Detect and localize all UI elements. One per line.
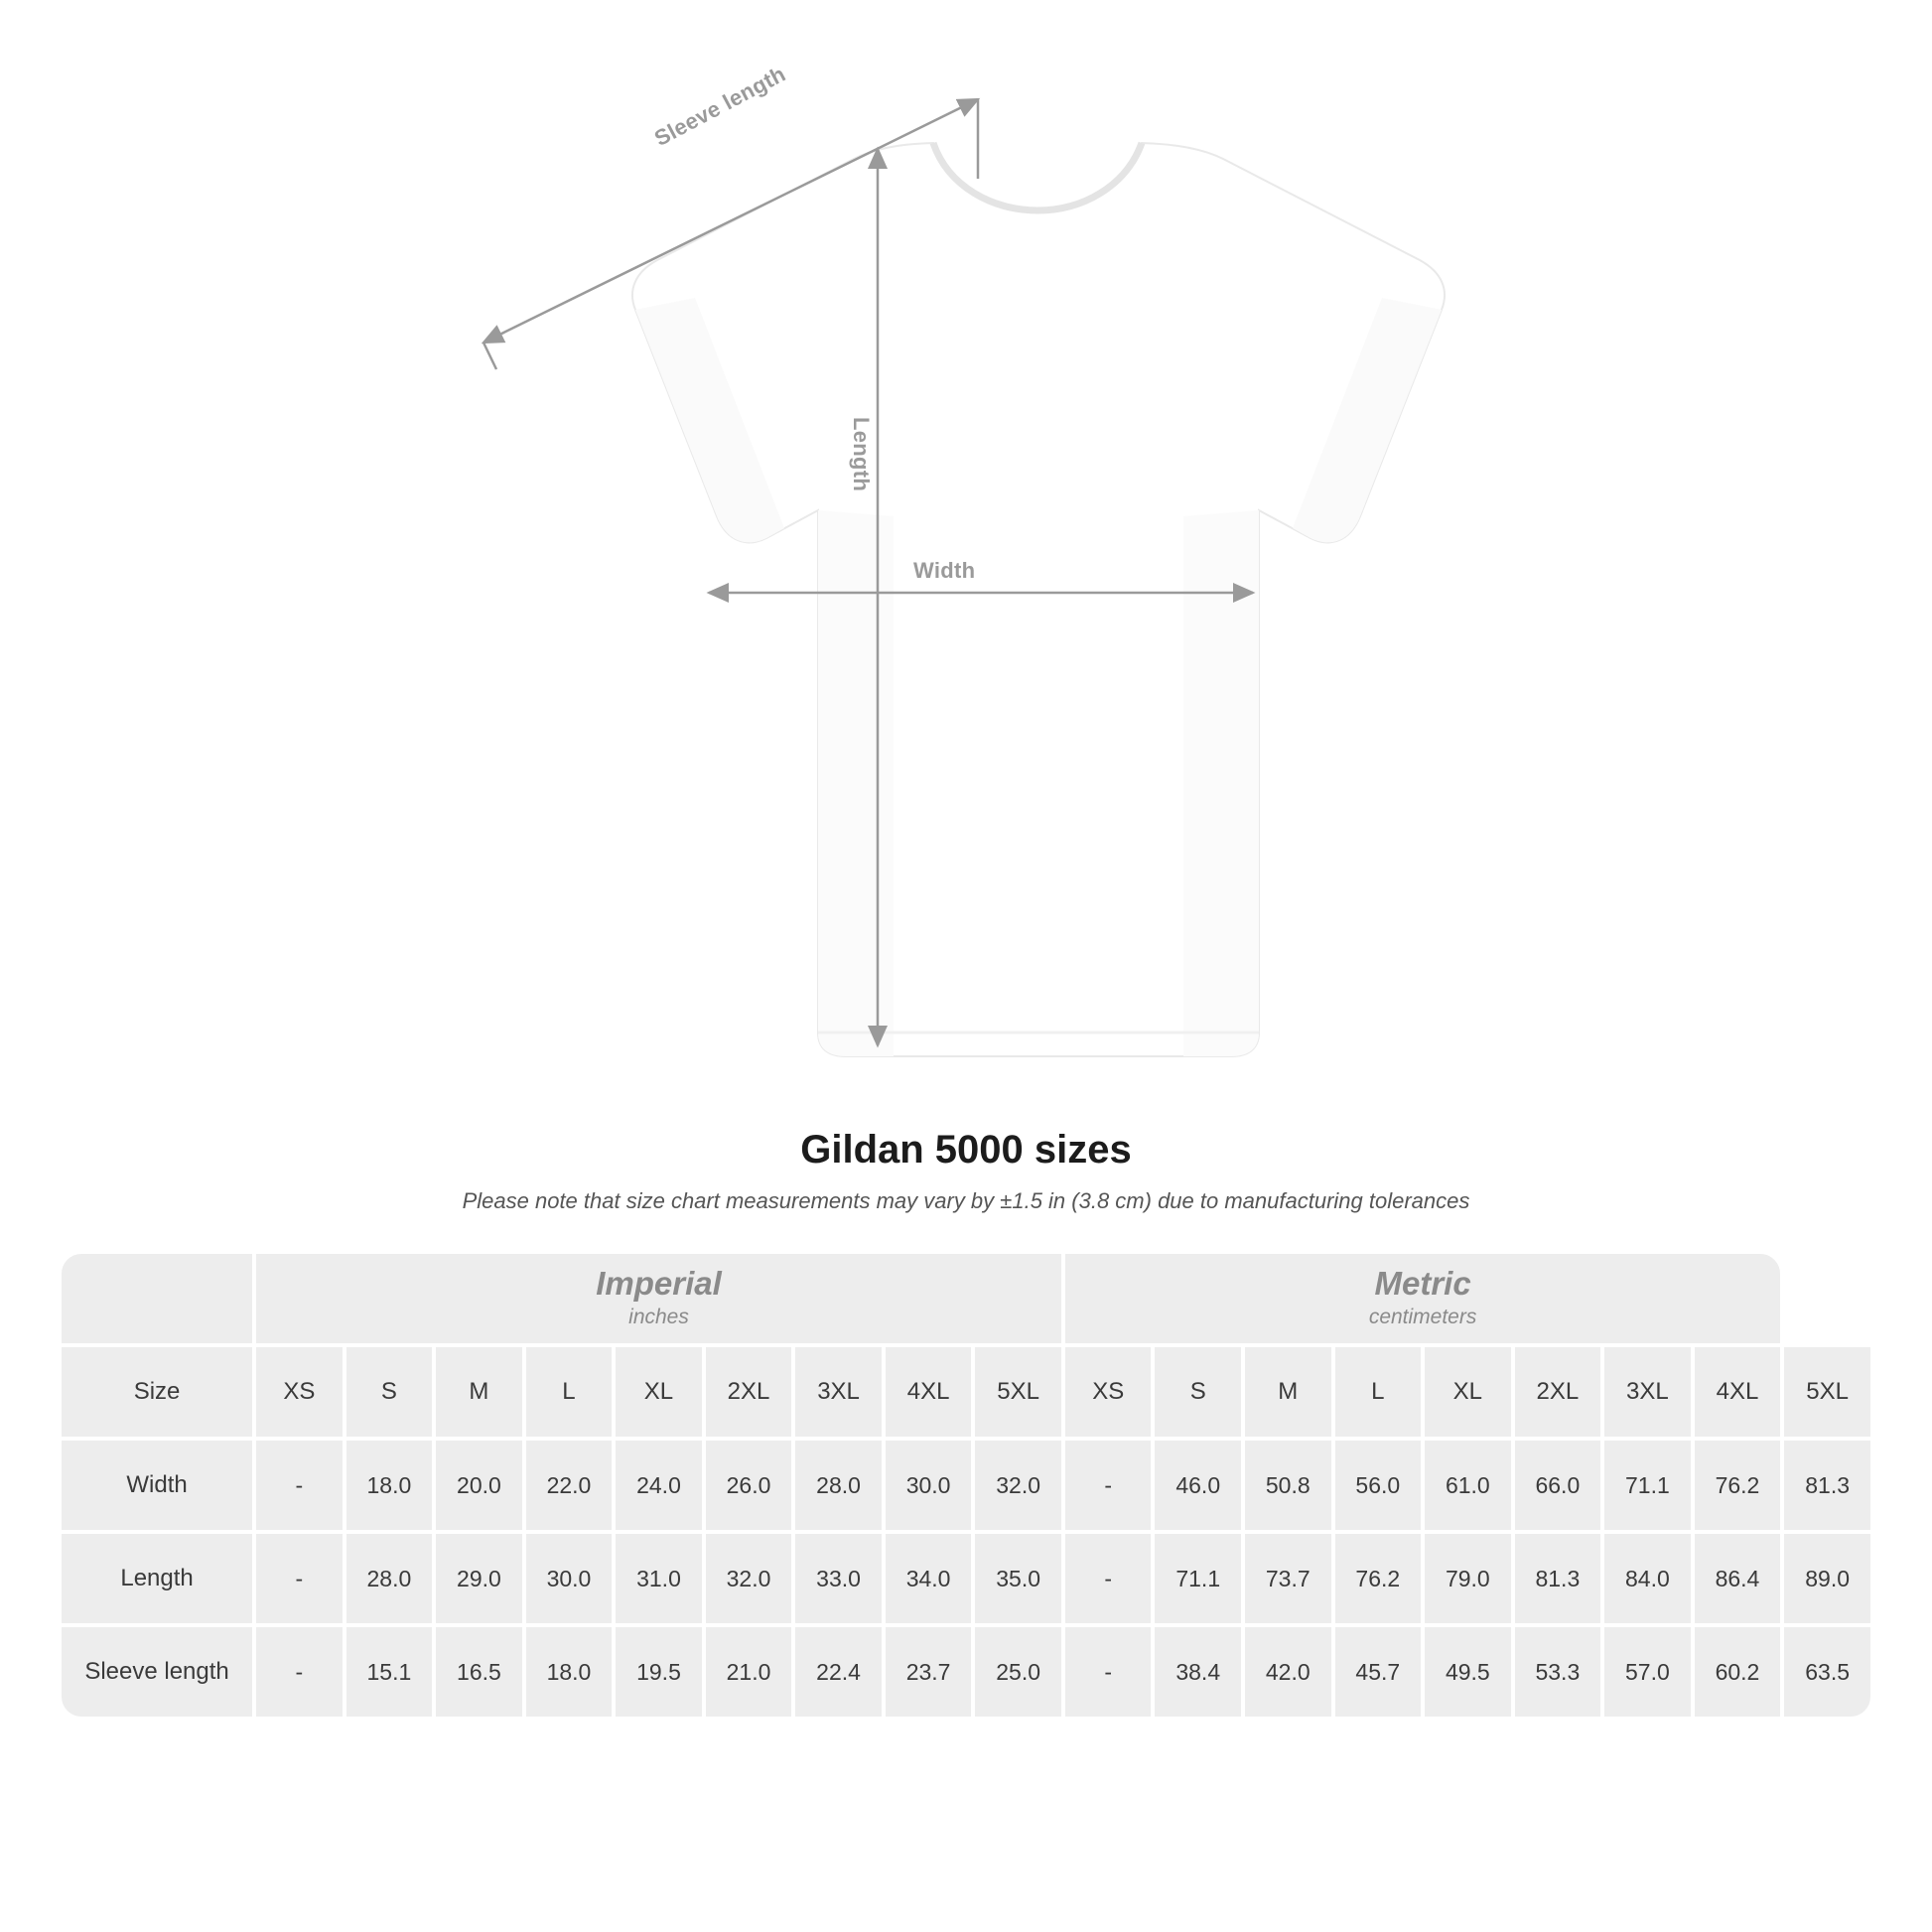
cell-length-metric-l: 76.2	[1333, 1532, 1424, 1625]
size-col-metric-xl: XL	[1423, 1345, 1513, 1439]
size-col-imperial-3xl: 3XL	[793, 1345, 884, 1439]
cell-length-metric-xs: -	[1063, 1532, 1154, 1625]
cell-length-imperial-2xl: 32.0	[704, 1532, 794, 1625]
cell-sleeve-metric-s: 38.4	[1153, 1625, 1243, 1719]
cell-length-imperial-s: 28.0	[345, 1532, 435, 1625]
cell-width-metric-xl: 61.0	[1423, 1439, 1513, 1532]
cell-width-imperial-3xl: 28.0	[793, 1439, 884, 1532]
size-col-metric-m: M	[1243, 1345, 1333, 1439]
tshirt-shape	[632, 143, 1445, 1056]
cell-length-imperial-xl: 31.0	[614, 1532, 704, 1625]
cell-length-imperial-xs: -	[254, 1532, 345, 1625]
cell-width-metric-xs: -	[1063, 1439, 1154, 1532]
unit-group-metric-sub: centimeters	[1368, 1306, 1477, 1329]
cell-sleeve-imperial-xs: -	[254, 1625, 345, 1719]
size-col-metric-s: S	[1153, 1345, 1243, 1439]
cell-length-imperial-5xl: 35.0	[973, 1532, 1063, 1625]
size-col-metric-4xl: 4XL	[1693, 1345, 1783, 1439]
table-row	[60, 1532, 1872, 1625]
size-col-imperial-2xl: 2XL	[704, 1345, 794, 1439]
unit-group-header-row	[60, 1252, 1872, 1345]
size-col-imperial-4xl: 4XL	[884, 1345, 974, 1439]
cell-sleeve-metric-m: 42.0	[1243, 1625, 1333, 1719]
cell-length-metric-2xl: 81.3	[1513, 1532, 1603, 1625]
cell-length-metric-3xl: 84.0	[1602, 1532, 1693, 1625]
page-title: Gildan 5000 sizes	[800, 1128, 1132, 1172]
cell-sleeve-metric-5xl: 63.5	[1782, 1625, 1872, 1719]
cell-length-imperial-m: 29.0	[434, 1532, 524, 1625]
size-col-imperial-m: M	[434, 1345, 524, 1439]
size-table	[60, 1252, 1872, 1719]
size-col-metric-5xl: 5XL	[1782, 1345, 1872, 1439]
cell-sleeve-imperial-m: 16.5	[434, 1625, 524, 1719]
cell-length-metric-s: 71.1	[1153, 1532, 1243, 1625]
cell-length-metric-4xl: 86.4	[1693, 1532, 1783, 1625]
size-col-imperial-xs: XS	[254, 1345, 345, 1439]
size-col-imperial-s: S	[345, 1345, 435, 1439]
size-header-label: Size	[60, 1345, 254, 1439]
cell-sleeve-metric-3xl: 57.0	[1602, 1625, 1693, 1719]
chart-heading	[0, 1128, 1932, 1214]
tolerance-note: Please note that size chart measurements may vary by ±1.5 in (3.8 cm) due to manufacturing tolerances	[462, 1188, 1470, 1213]
table-corner-cell	[60, 1252, 254, 1345]
row-label-length: Length	[60, 1532, 254, 1625]
cell-sleeve-metric-xs: -	[1063, 1625, 1154, 1719]
cell-width-metric-l: 56.0	[1333, 1439, 1424, 1532]
table-row	[60, 1439, 1872, 1532]
cell-sleeve-imperial-2xl: 21.0	[704, 1625, 794, 1719]
cell-width-imperial-xl: 24.0	[614, 1439, 704, 1532]
cell-length-imperial-l: 30.0	[524, 1532, 615, 1625]
cell-width-imperial-xs: -	[254, 1439, 345, 1532]
size-col-metric-xs: XS	[1063, 1345, 1154, 1439]
cell-width-imperial-2xl: 26.0	[704, 1439, 794, 1532]
length-dimension-label: Length	[849, 417, 874, 492]
size-col-metric-l: L	[1333, 1345, 1424, 1439]
unit-group-metric-name: Metric	[1374, 1265, 1471, 1303]
cell-width-metric-5xl: 81.3	[1782, 1439, 1872, 1532]
size-col-metric-2xl: 2XL	[1513, 1345, 1603, 1439]
cell-sleeve-imperial-xl: 19.5	[614, 1625, 704, 1719]
cell-width-imperial-l: 22.0	[524, 1439, 615, 1532]
cell-sleeve-imperial-l: 18.0	[524, 1625, 615, 1719]
cell-length-metric-m: 73.7	[1243, 1532, 1333, 1625]
cell-sleeve-metric-xl: 49.5	[1423, 1625, 1513, 1719]
width-dimension-label: Width	[913, 558, 976, 583]
row-label-width: Width	[60, 1439, 254, 1532]
size-col-imperial-5xl: 5XL	[973, 1345, 1063, 1439]
table-row	[60, 1625, 1872, 1719]
cell-width-imperial-m: 20.0	[434, 1439, 524, 1532]
cell-sleeve-imperial-s: 15.1	[345, 1625, 435, 1719]
cell-sleeve-metric-2xl: 53.3	[1513, 1625, 1603, 1719]
cell-length-metric-5xl: 89.0	[1782, 1532, 1872, 1625]
cell-width-metric-4xl: 76.2	[1693, 1439, 1783, 1532]
unit-group-metric	[1063, 1252, 1782, 1345]
size-header-row	[60, 1345, 1872, 1439]
cell-sleeve-imperial-3xl: 22.4	[793, 1625, 884, 1719]
size-col-imperial-l: L	[524, 1345, 615, 1439]
cell-sleeve-imperial-5xl: 25.0	[973, 1625, 1063, 1719]
unit-group-imperial-sub: inches	[628, 1306, 689, 1329]
cell-length-imperial-4xl: 34.0	[884, 1532, 974, 1625]
cell-width-metric-s: 46.0	[1153, 1439, 1243, 1532]
cell-length-imperial-3xl: 33.0	[793, 1532, 884, 1625]
size-col-metric-3xl: 3XL	[1602, 1345, 1693, 1439]
size-table-wrapper	[60, 1252, 1872, 1719]
cell-sleeve-metric-4xl: 60.2	[1693, 1625, 1783, 1719]
sleeve-length-dimension-label: Sleeve length	[650, 61, 790, 152]
size-col-imperial-xl: XL	[614, 1345, 704, 1439]
cell-length-metric-xl: 79.0	[1423, 1532, 1513, 1625]
cell-width-imperial-s: 18.0	[345, 1439, 435, 1532]
cell-width-metric-3xl: 71.1	[1602, 1439, 1693, 1532]
cell-width-metric-m: 50.8	[1243, 1439, 1333, 1532]
unit-group-imperial-name: Imperial	[596, 1265, 722, 1303]
unit-group-imperial	[254, 1252, 1063, 1345]
cell-width-metric-2xl: 66.0	[1513, 1439, 1603, 1532]
cell-width-imperial-5xl: 32.0	[973, 1439, 1063, 1532]
cell-sleeve-imperial-4xl: 23.7	[884, 1625, 974, 1719]
row-label-sleeve-length: Sleeve length	[60, 1625, 254, 1719]
cell-width-imperial-4xl: 30.0	[884, 1439, 974, 1532]
cell-sleeve-metric-l: 45.7	[1333, 1625, 1424, 1719]
